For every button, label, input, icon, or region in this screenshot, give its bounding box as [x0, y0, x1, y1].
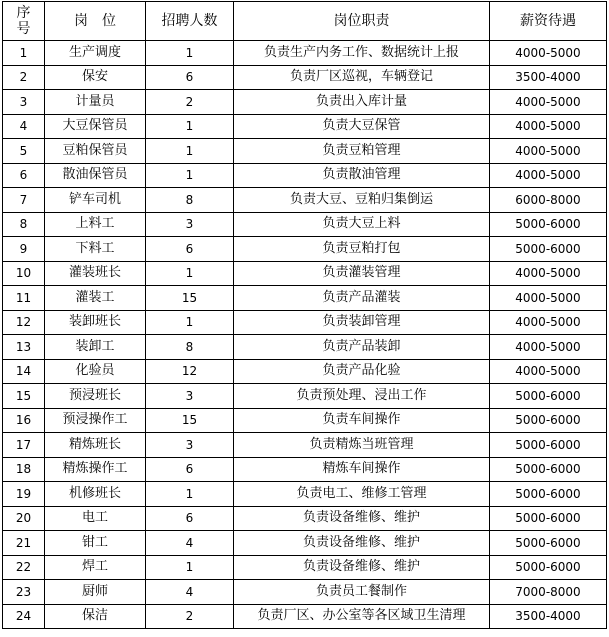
table-row [3, 384, 607, 409]
cell-id: 4 [3, 114, 45, 139]
cell-salary: 4000-5000 [490, 139, 607, 164]
cell-duty: 负责大豆保管 [234, 114, 490, 139]
cell-salary: 5000-6000 [490, 237, 607, 262]
table-row [3, 212, 607, 237]
cell-duty: 负责产品灌装 [234, 286, 490, 311]
cell-duty: 负责散油管理 [234, 163, 490, 188]
cell-count: 8 [146, 335, 234, 360]
cell-count: 3 [146, 212, 234, 237]
cell-count: 1 [146, 114, 234, 139]
cell-id: 24 [3, 604, 45, 629]
cell-position: 机修班长 [45, 482, 146, 507]
table-row [3, 359, 607, 384]
cell-salary: 4000-5000 [490, 335, 607, 360]
table-row [3, 506, 607, 531]
table-row [3, 41, 607, 66]
cell-count: 1 [146, 310, 234, 335]
cell-position: 装卸班长 [45, 310, 146, 335]
cell-count: 3 [146, 384, 234, 409]
cell-id: 3 [3, 90, 45, 115]
cell-position: 灌装工 [45, 286, 146, 311]
cell-id: 16 [3, 408, 45, 433]
cell-duty: 负责产品装卸 [234, 335, 490, 360]
cell-position: 上料工 [45, 212, 146, 237]
cell-salary: 3500-4000 [490, 65, 607, 90]
cell-position: 电工 [45, 506, 146, 531]
cell-duty: 负责豆粕打包 [234, 237, 490, 262]
header-duty: 岗位职责 [234, 2, 490, 41]
cell-duty: 负责生产内务工作、数据统计上报 [234, 41, 490, 66]
cell-position: 保安 [45, 65, 146, 90]
table-row [3, 555, 607, 580]
cell-position: 生产调度 [45, 41, 146, 66]
table-row [3, 188, 607, 213]
cell-salary: 5000-6000 [490, 506, 607, 531]
cell-duty: 负责灌装管理 [234, 261, 490, 286]
cell-salary: 5000-6000 [490, 482, 607, 507]
cell-id: 18 [3, 457, 45, 482]
header-row [3, 2, 607, 41]
cell-duty: 负责车间操作 [234, 408, 490, 433]
cell-count: 2 [146, 90, 234, 115]
table-row [3, 65, 607, 90]
cell-position: 散油保管员 [45, 163, 146, 188]
cell-duty: 负责设备维修、维护 [234, 506, 490, 531]
table-row [3, 114, 607, 139]
cell-id: 19 [3, 482, 45, 507]
cell-duty: 负责设备维修、维护 [234, 531, 490, 556]
table-row [3, 482, 607, 507]
cell-count: 1 [146, 482, 234, 507]
cell-salary: 4000-5000 [490, 310, 607, 335]
cell-salary: 5000-6000 [490, 408, 607, 433]
cell-position: 精炼班长 [45, 433, 146, 458]
cell-duty: 负责设备维修、维护 [234, 555, 490, 580]
cell-duty: 负责产品化验 [234, 359, 490, 384]
cell-id: 2 [3, 65, 45, 90]
cell-count: 15 [146, 408, 234, 433]
cell-duty: 负责员工餐制作 [234, 580, 490, 605]
cell-count: 3 [146, 433, 234, 458]
cell-position: 保洁 [45, 604, 146, 629]
cell-salary: 4000-5000 [490, 261, 607, 286]
cell-duty: 负责装卸管理 [234, 310, 490, 335]
cell-salary: 4000-5000 [490, 90, 607, 115]
cell-position: 铲车司机 [45, 188, 146, 213]
cell-position: 预浸操作工 [45, 408, 146, 433]
cell-id: 8 [3, 212, 45, 237]
cell-duty: 负责电工、维修工管理 [234, 482, 490, 507]
table-row [3, 433, 607, 458]
cell-id: 17 [3, 433, 45, 458]
table-row [3, 580, 607, 605]
cell-id: 9 [3, 237, 45, 262]
cell-salary: 5000-6000 [490, 433, 607, 458]
header-id-line2: 号 [16, 21, 31, 37]
cell-id: 7 [3, 188, 45, 213]
cell-position: 厨师 [45, 580, 146, 605]
cell-id: 15 [3, 384, 45, 409]
recruitment-table [2, 1, 607, 629]
table-row [3, 408, 607, 433]
cell-count: 6 [146, 65, 234, 90]
cell-position: 灌装班长 [45, 261, 146, 286]
header-id-line1: 序 [16, 5, 31, 21]
cell-count: 6 [146, 237, 234, 262]
cell-salary: 7000-8000 [490, 580, 607, 605]
table-row [3, 237, 607, 262]
cell-count: 12 [146, 359, 234, 384]
cell-salary: 4000-5000 [490, 114, 607, 139]
cell-count: 1 [146, 261, 234, 286]
cell-duty: 负责大豆、豆粕归集倒运 [234, 188, 490, 213]
cell-count: 2 [146, 604, 234, 629]
cell-position: 计量员 [45, 90, 146, 115]
cell-salary: 4000-5000 [490, 41, 607, 66]
cell-count: 6 [146, 506, 234, 531]
cell-duty: 负责预处理、浸出工作 [234, 384, 490, 409]
table-row [3, 286, 607, 311]
header-salary: 薪资待遇 [490, 2, 607, 41]
cell-position: 预浸班长 [45, 384, 146, 409]
cell-salary: 5000-6000 [490, 555, 607, 580]
cell-count: 1 [146, 139, 234, 164]
cell-count: 4 [146, 580, 234, 605]
cell-id: 13 [3, 335, 45, 360]
cell-salary: 5000-6000 [490, 212, 607, 237]
cell-duty: 负责大豆上料 [234, 212, 490, 237]
cell-salary: 5000-6000 [490, 457, 607, 482]
cell-salary: 4000-5000 [490, 286, 607, 311]
cell-duty: 负责厂区巡视，车辆登记 [234, 65, 490, 90]
table-row [3, 310, 607, 335]
cell-count: 1 [146, 41, 234, 66]
cell-salary: 6000-8000 [490, 188, 607, 213]
cell-count: 15 [146, 286, 234, 311]
cell-duty: 精炼车间操作 [234, 457, 490, 482]
cell-position: 钳工 [45, 531, 146, 556]
cell-id: 21 [3, 531, 45, 556]
cell-salary: 4000-5000 [490, 163, 607, 188]
cell-count: 1 [146, 163, 234, 188]
cell-duty: 负责豆粕管理 [234, 139, 490, 164]
header-count: 招聘人数 [146, 2, 234, 41]
header-id [3, 2, 45, 41]
cell-id: 5 [3, 139, 45, 164]
table-row [3, 457, 607, 482]
cell-count: 6 [146, 457, 234, 482]
cell-salary: 5000-6000 [490, 384, 607, 409]
cell-id: 12 [3, 310, 45, 335]
table-row [3, 335, 607, 360]
cell-position: 下料工 [45, 237, 146, 262]
cell-id: 6 [3, 163, 45, 188]
cell-count: 8 [146, 188, 234, 213]
table-row [3, 261, 607, 286]
cell-id: 1 [3, 41, 45, 66]
cell-position: 豆粕保管员 [45, 139, 146, 164]
header-position: 岗 位 [45, 2, 146, 41]
cell-salary: 5000-6000 [490, 531, 607, 556]
table-row [3, 163, 607, 188]
cell-duty: 负责精炼当班管理 [234, 433, 490, 458]
cell-position: 装卸工 [45, 335, 146, 360]
table-row [3, 604, 607, 629]
table-row [3, 90, 607, 115]
cell-id: 10 [3, 261, 45, 286]
cell-count: 4 [146, 531, 234, 556]
cell-position: 焊工 [45, 555, 146, 580]
cell-id: 23 [3, 580, 45, 605]
cell-position: 化验员 [45, 359, 146, 384]
cell-position: 精炼操作工 [45, 457, 146, 482]
cell-duty: 负责出入库计量 [234, 90, 490, 115]
cell-id: 20 [3, 506, 45, 531]
cell-id: 14 [3, 359, 45, 384]
cell-duty: 负责厂区、办公室等各区域卫生清理 [234, 604, 490, 629]
cell-count: 1 [146, 555, 234, 580]
cell-id: 11 [3, 286, 45, 311]
cell-salary: 4000-5000 [490, 359, 607, 384]
table-header [3, 2, 607, 41]
table-row [3, 139, 607, 164]
cell-id: 22 [3, 555, 45, 580]
cell-position: 大豆保管员 [45, 114, 146, 139]
table-body [3, 41, 607, 629]
table-row [3, 531, 607, 556]
cell-salary: 3500-4000 [490, 604, 607, 629]
